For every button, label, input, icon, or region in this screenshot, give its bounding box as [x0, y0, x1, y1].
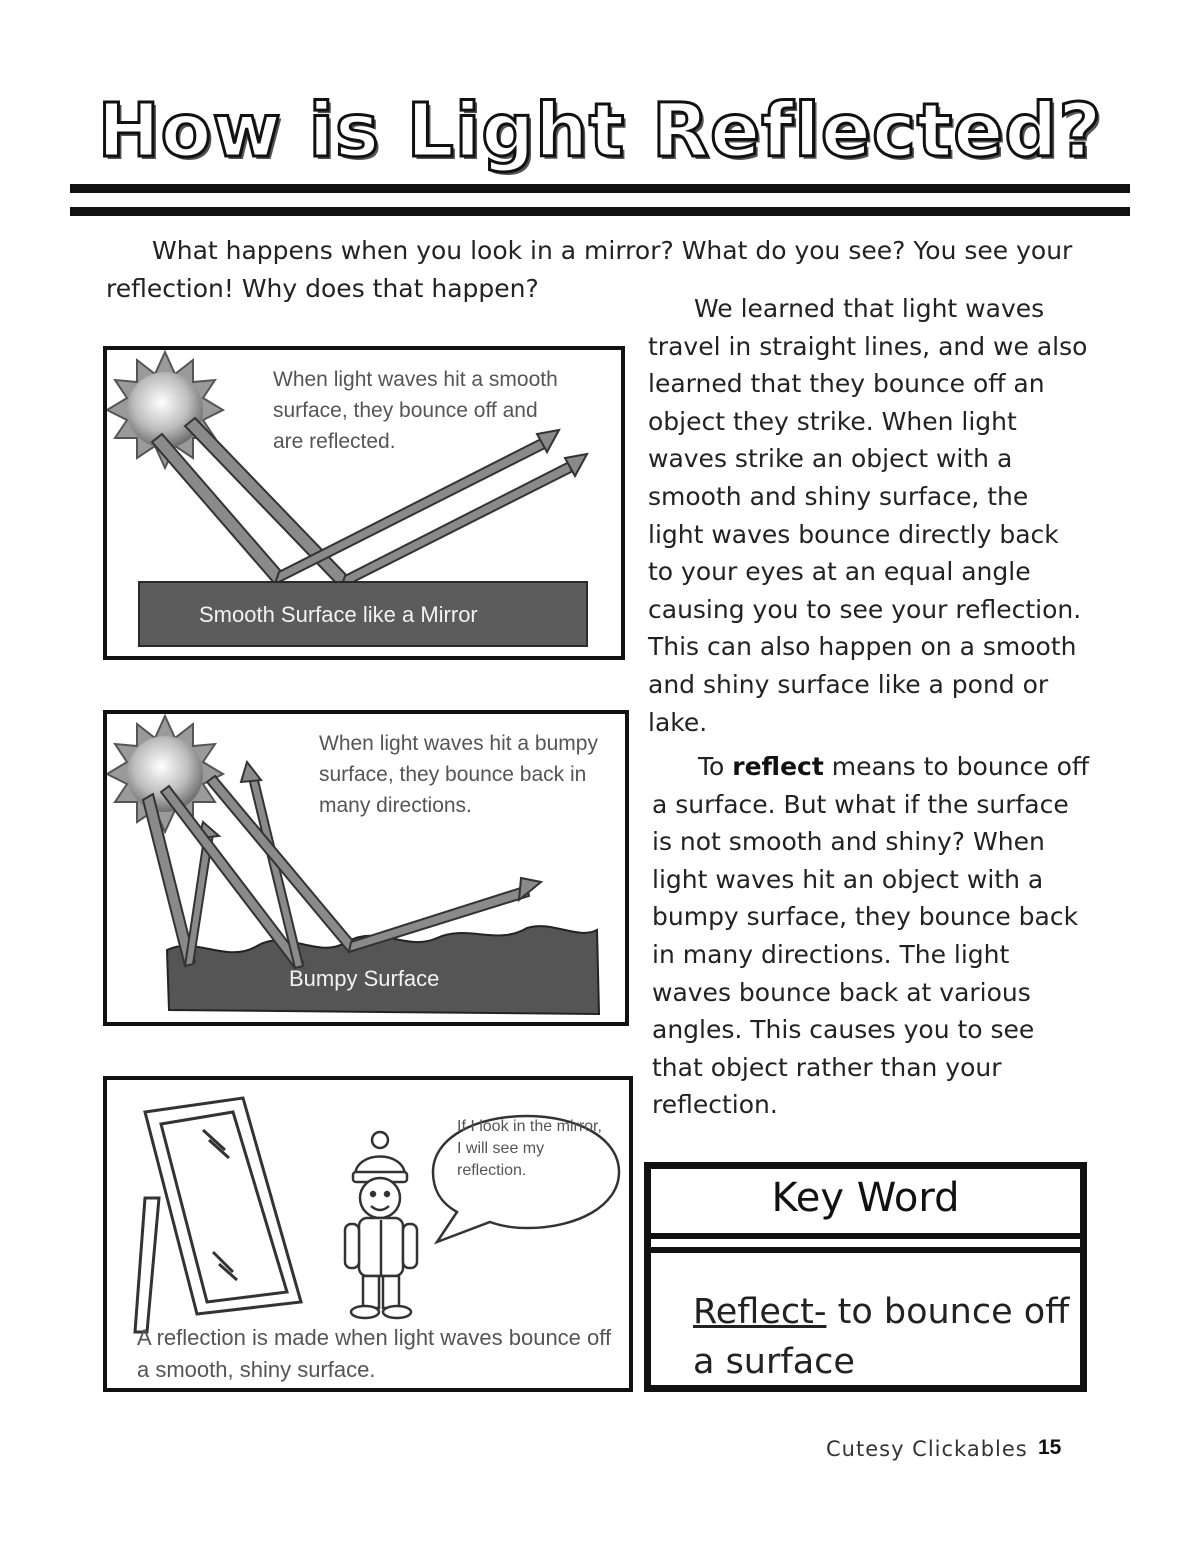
sun-icon — [107, 716, 223, 832]
body-p2-lead: To — [698, 752, 733, 781]
mirror-icon — [135, 1098, 301, 1332]
bumpy-surface-figure — [103, 710, 629, 1026]
key-word-meaning: to bounce off a surface — [693, 1292, 1070, 1382]
key-word-definition — [693, 1287, 1073, 1387]
title-divider-top — [70, 184, 1130, 193]
body-paragraph-1: We learned that light waves travel in straight lines, and we also learned that they bounce off an object they strike. When light waves strike an object with a smooth and shiny surface, the light waves bounce directly back to your eyes at an equal angle causing you to see your reflection. This can also happen on a smooth and shiny surface like a pond or lake. — [648, 294, 1088, 737]
smooth-figure-caption: When light waves hit a smooth surface, they bounce off and are reflected. — [273, 368, 558, 453]
speech-bubble-text: If I look in the mirror, I will see my reflection. — [457, 1118, 602, 1179]
body-paragraph-2 — [652, 748, 1092, 1124]
bumpy-figure-caption: When light waves hit a bumpy surface, they bounce back in many directions. — [319, 732, 598, 817]
mirror-figure-caption: A reflection is made when light waves bounce off a smooth, shiny surface. — [137, 1325, 612, 1382]
key-word-box — [644, 1162, 1087, 1392]
bumpy-surface-label: Bumpy Surface — [289, 966, 440, 991]
body-p2-rest: means to bounce off a surface. But what if the surface is not smooth and shiny? When light waves hit an object with a bumpy surface, they bounce back in many directions. The light waves bounce back at various angles. This causes you to see that object rather than your reflection. — [652, 752, 1090, 1120]
body-p2-keyword: reflect — [732, 752, 824, 781]
page-title: How is Light Reflected? — [97, 88, 1103, 174]
page-number: 15 — [1038, 1436, 1062, 1459]
key-word-term: Reflect- — [693, 1292, 827, 1332]
footer-brand: Cutesy Clickables — [826, 1437, 1028, 1461]
intro-paragraph: What happens when you look in a mirror? What do you see? You see your reflection! Why does that happen? — [106, 236, 1073, 303]
title-divider-bottom — [70, 207, 1130, 216]
key-word-divider-bottom — [651, 1247, 1080, 1253]
mirror-figure — [103, 1076, 633, 1392]
key-word-divider-top — [651, 1233, 1080, 1239]
smooth-surface-figure — [103, 346, 625, 660]
key-word-heading: Key Word — [771, 1175, 960, 1221]
smooth-surface-label: Smooth Surface like a Mirror — [199, 602, 478, 627]
child-icon — [345, 1132, 417, 1318]
